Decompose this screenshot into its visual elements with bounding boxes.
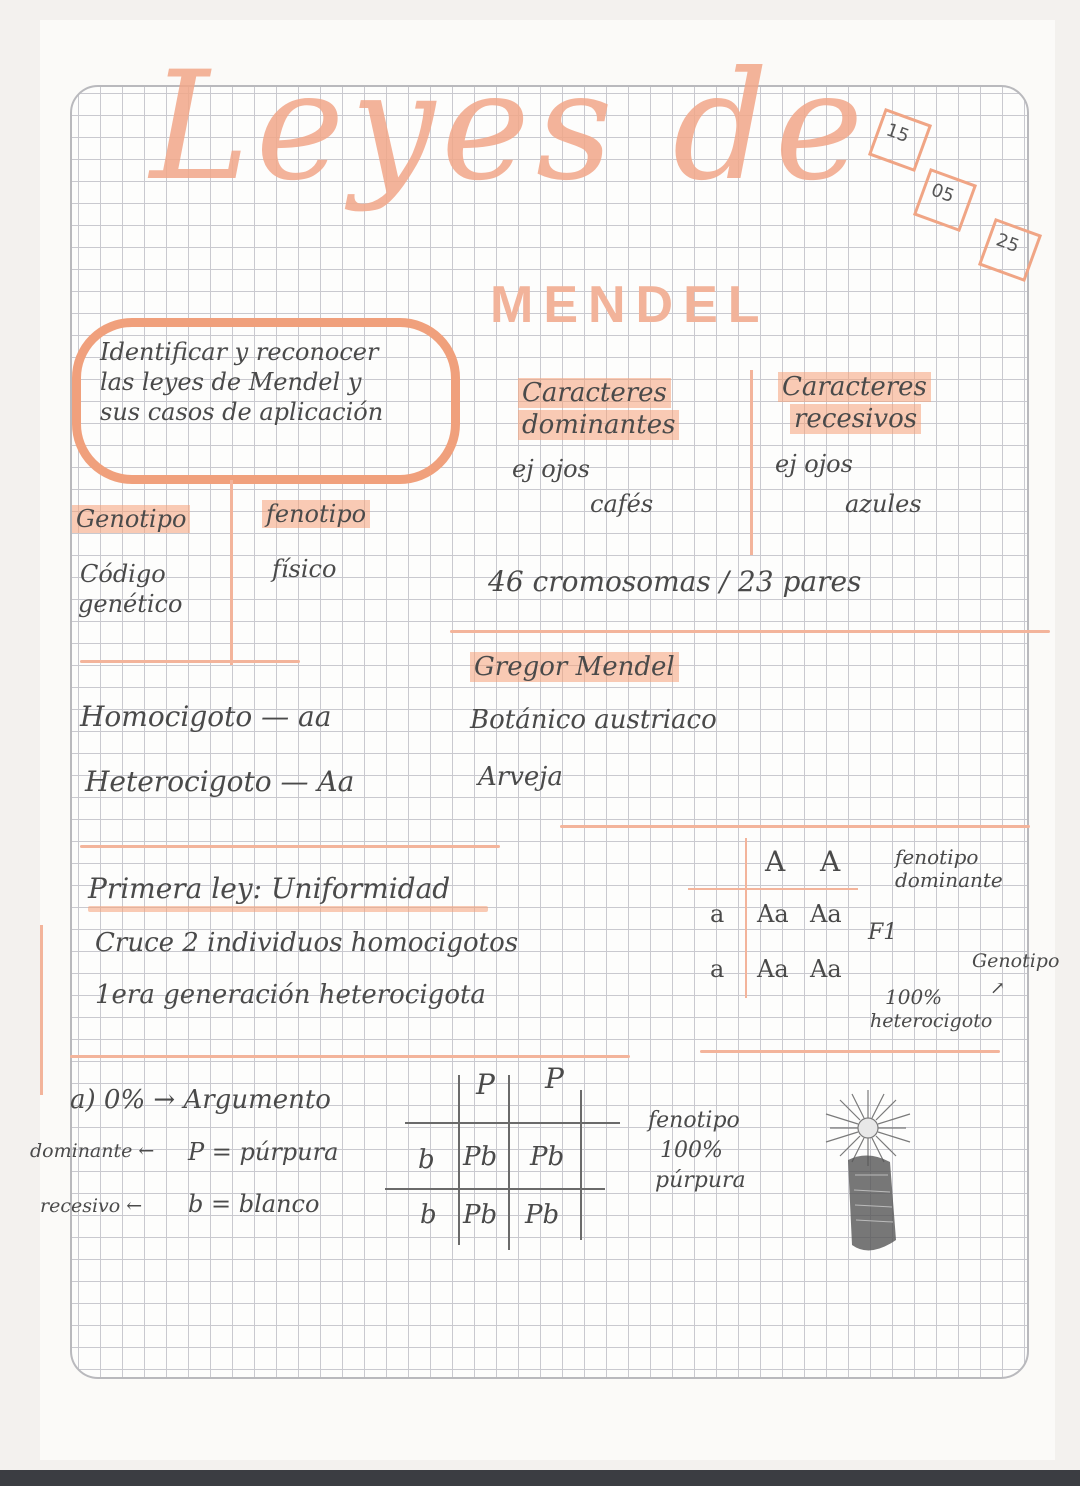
homozygous-line: Homocigoto — aa	[80, 700, 332, 733]
punnett-2-row-label: b	[418, 1145, 435, 1175]
flower-illustration	[810, 1080, 930, 1255]
punnett-2-row-label: b	[420, 1200, 437, 1230]
example-recessive-def: b = blanco	[188, 1190, 320, 1218]
punnett-2-line	[385, 1188, 605, 1190]
punnett-2-note-1: fenotipo	[648, 1108, 740, 1133]
page-subtitle: MENDEL	[490, 276, 770, 334]
section-rule	[80, 660, 300, 663]
column-divider	[750, 370, 753, 555]
pennant-flag: 25	[978, 218, 1042, 282]
screen-bottom-edge	[0, 1470, 1080, 1486]
punnett-1-cell: Aa	[810, 955, 842, 983]
heterozygous-line: Heterocigoto — Aa	[85, 765, 355, 798]
punnett-1-cell: Aa	[757, 955, 789, 983]
punnett-2-cell: Pb	[530, 1142, 565, 1172]
pennant-flag: 15	[868, 108, 932, 172]
first-law-title: Primera ley: Uniformidad	[88, 872, 451, 905]
punnett-1-line	[745, 838, 747, 998]
punnett-2-col: P	[545, 1062, 564, 1095]
punnett-1-f1: F1	[868, 920, 898, 945]
punnett-2-line	[580, 1090, 582, 1240]
punnett-1-col: A	[765, 845, 786, 878]
recessive-heading-1: Caracteres	[778, 372, 931, 402]
punnett-2-line	[405, 1122, 620, 1124]
first-law-point-2: 1era generación heterocigota	[95, 980, 486, 1010]
genotype-desc-1: Código	[80, 560, 166, 588]
first-law-bracket	[40, 925, 43, 1095]
section-rule	[70, 1055, 630, 1058]
dominant-heading-2: dominantes	[518, 410, 679, 440]
punnett-1-cell: Aa	[757, 900, 789, 928]
objective-line-1: Identificar y reconocer	[100, 338, 379, 366]
phenotype-label: fenotipo	[262, 500, 370, 528]
punnett-2-cell: Pb	[525, 1200, 560, 1230]
first-law-underline	[88, 906, 488, 912]
example-recessive-label: recesivo ←	[40, 1195, 143, 1217]
first-law-point-1: Cruce 2 individuos homocigotos	[95, 928, 519, 958]
punnett-1-row-label: a	[710, 955, 725, 983]
pennant-flag: 05	[913, 168, 977, 232]
punnett-1-phenotype-note-2: dominante	[895, 868, 1003, 892]
punnett-2-cell: Pb	[463, 1200, 498, 1230]
punnett-2-col: P	[476, 1068, 495, 1101]
recessive-heading-2: recesivos	[790, 404, 921, 434]
example-line-a: a) 0% → Argumento	[70, 1085, 331, 1115]
dominant-example-1: ej ojos	[512, 455, 590, 483]
punnett-1-hetero-note: heterocigoto	[870, 1010, 993, 1032]
dominant-heading-1: Caracteres	[518, 378, 671, 408]
punnett-2-note-2: 100%	[660, 1138, 723, 1163]
phenotype-desc: físico	[272, 555, 337, 583]
punnett-1-col: A	[820, 845, 841, 878]
punnett-1-cell: Aa	[810, 900, 842, 928]
punnett-1-phenotype-note-1: fenotipo	[895, 845, 979, 869]
section-rule	[560, 825, 1030, 828]
section-rule	[700, 1050, 1000, 1053]
chromosome-count: 46 cromosomas / 23 pares	[488, 565, 862, 598]
punnett-1-genotype-note: Genotipo	[972, 950, 1060, 972]
punnett-2-cell: Pb	[463, 1142, 498, 1172]
genotype-divider	[230, 480, 233, 665]
arrow-icon: ↗	[990, 978, 1006, 999]
section-rule	[80, 845, 500, 848]
genotype-label: Genotipo	[72, 505, 190, 533]
punnett-1-row-label: a	[710, 900, 725, 928]
genotype-desc-2: genético	[78, 590, 183, 618]
mendel-role: Botánico austriaco	[470, 705, 717, 735]
recessive-example-2: azules	[845, 490, 922, 518]
punnett-2-line	[458, 1075, 460, 1245]
punnett-2-line	[508, 1075, 510, 1250]
punnett-1-line	[688, 888, 858, 890]
mendel-plant: Arveja	[478, 762, 563, 792]
objective-line-2: las leyes de Mendel y	[100, 368, 362, 396]
example-dominant-label: dominante ←	[30, 1140, 155, 1162]
example-dominant-def: P = púrpura	[188, 1138, 339, 1166]
dominant-example-2: cafés	[590, 490, 654, 518]
objective-line-3: sus casos de aplicación	[100, 398, 384, 426]
punnett-2-note-3: púrpura	[655, 1168, 746, 1193]
mendel-name: Gregor Mendel	[470, 652, 679, 682]
punnett-1-percent: 100%	[885, 985, 943, 1009]
page-title: Leyes de	[150, 40, 870, 214]
recessive-example-1: ej ojos	[775, 450, 853, 478]
section-rule	[450, 630, 1050, 633]
